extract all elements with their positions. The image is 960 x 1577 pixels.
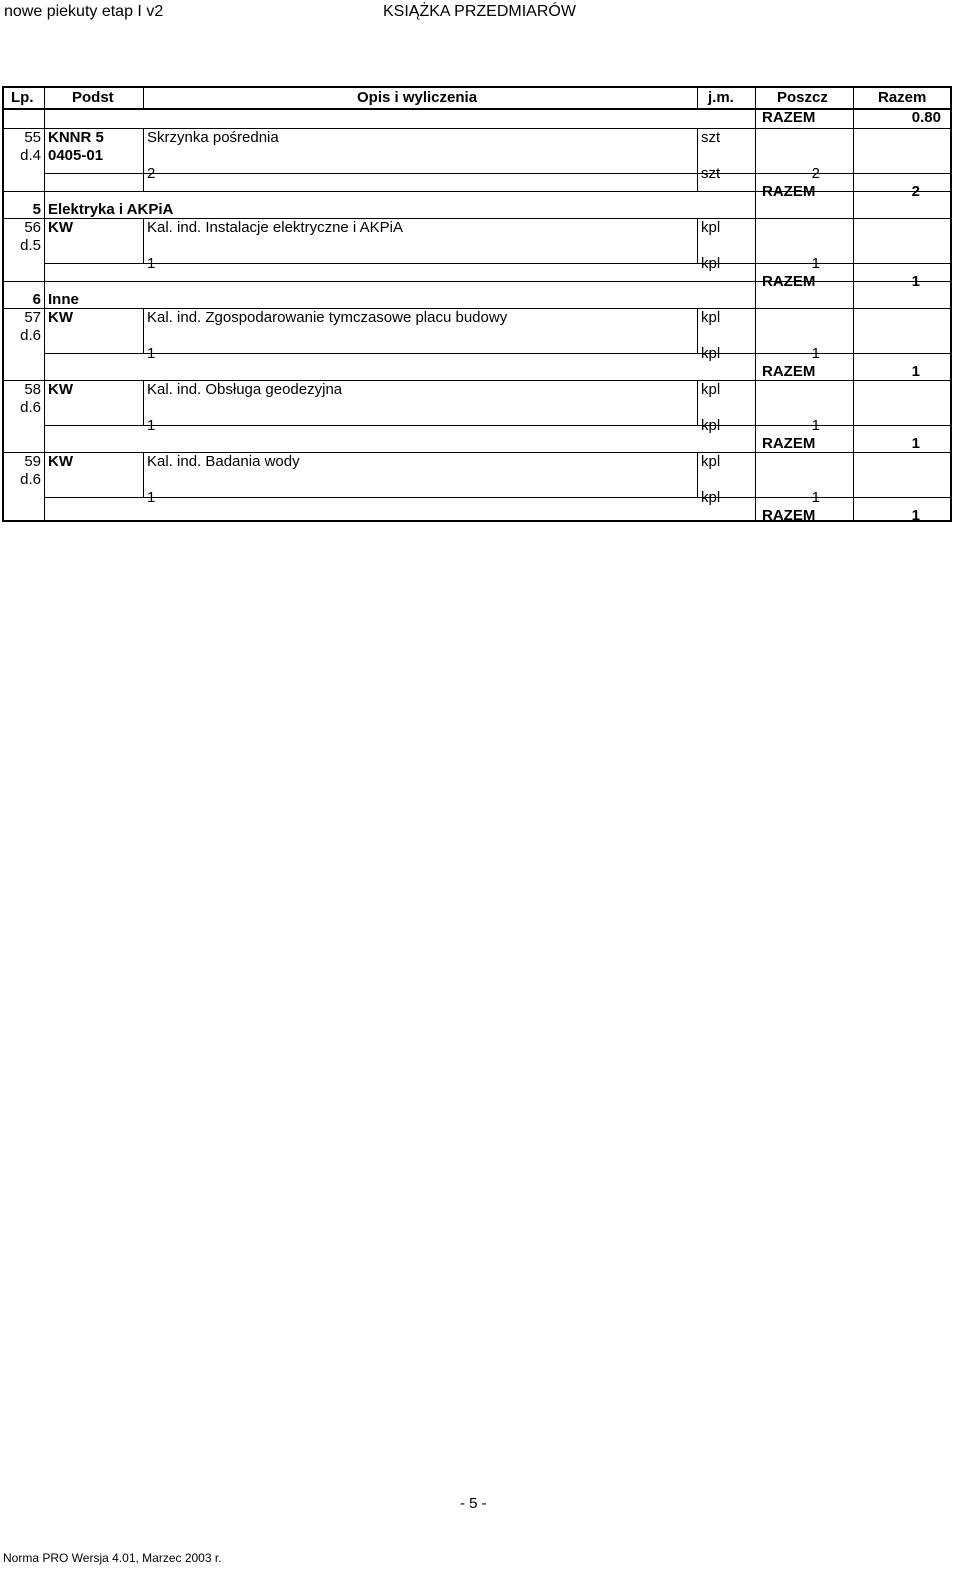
page-number: - 5 -	[460, 1495, 487, 1512]
item-opis: Skrzynka pośrednia	[147, 129, 279, 146]
item-calc-unit: kpl	[701, 489, 721, 506]
item-podst: KW	[48, 309, 73, 326]
col-sep-opis-b	[697, 128, 698, 191]
estimate-table	[2, 86, 952, 522]
section-title: Elektryka i AKPiA	[48, 201, 174, 218]
col-sep-opis-e	[697, 380, 698, 425]
col-sep-opis-d	[697, 308, 698, 353]
item-podst: KW	[48, 381, 73, 398]
col-sep-podst-d	[143, 308, 144, 353]
item-jm: kpl	[701, 309, 721, 326]
item-calc: 2	[147, 165, 156, 182]
item-poszcz: 1	[811, 345, 820, 362]
item-lp-ref: d.6	[20, 399, 41, 416]
software-footer: Norma PRO Wersja 4.01, Marzec 2003 r.	[3, 1551, 222, 1565]
item-lp: 56	[24, 219, 41, 236]
razem-label: RAZEM	[762, 273, 816, 290]
row-line	[4, 128, 950, 129]
item-calc-unit: kpl	[701, 255, 721, 272]
item-lp: 55	[24, 129, 41, 146]
item-lp-ref: d.4	[20, 147, 41, 164]
razem-value: 1	[911, 363, 920, 380]
col-sep-podst-c	[143, 218, 144, 263]
item-jm: kpl	[701, 453, 721, 470]
col-sep-podst-b	[143, 128, 144, 191]
item-lp: 57	[24, 309, 41, 326]
item-podst: KW	[48, 219, 73, 236]
item-calc: 1	[147, 489, 156, 506]
col-sep-podst-e	[143, 380, 144, 425]
col-sep-lp	[44, 88, 45, 520]
col-header-podst: Podst	[72, 89, 114, 106]
item-podst: KNNR 5	[48, 129, 104, 146]
item-poszcz: 1	[811, 489, 820, 506]
item-lp-ref: d.5	[20, 237, 41, 254]
razem-value: 2	[911, 183, 920, 200]
item-poszcz: 1	[811, 255, 820, 272]
item-podst-code: 0405-01	[48, 147, 104, 164]
item-jm: szt	[701, 129, 721, 146]
razem-value: 1	[911, 507, 920, 524]
item-opis: Kal. ind. Badania wody	[147, 453, 300, 470]
item-lp-ref: d.6	[20, 471, 41, 488]
col-sep-podst-f	[143, 452, 144, 497]
col-sep-jm	[755, 88, 756, 520]
razem-label: RAZEM	[762, 109, 816, 126]
item-calc: 1	[147, 255, 156, 272]
col-header-razem: Razem	[878, 89, 927, 106]
col-sep-poszcz	[853, 88, 854, 520]
item-calc-unit: kpl	[701, 417, 721, 434]
col-header-lp: Lp.	[11, 89, 34, 106]
col-header-jm: j.m.	[708, 89, 734, 106]
col-sep-opis-c	[697, 218, 698, 263]
item-jm: kpl	[701, 219, 721, 236]
page-header-project: nowe piekuty etap I v2	[4, 3, 164, 20]
item-jm: kpl	[701, 381, 721, 398]
item-poszcz: 2	[811, 165, 820, 182]
razem-value: 1	[911, 435, 920, 452]
item-calc: 1	[147, 345, 156, 362]
razem-value: 0.80	[911, 109, 941, 126]
item-poszcz: 1	[811, 417, 820, 434]
item-lp: 59	[24, 453, 41, 470]
col-sep-opis-f	[697, 452, 698, 497]
item-opis: Kal. ind. Obsługa geodezyjna	[147, 381, 343, 398]
item-calc-unit: kpl	[701, 345, 721, 362]
item-calc: 1	[147, 417, 156, 434]
section-number: 6	[32, 291, 41, 308]
page-header-title: KSIĄŻKA PRZEDMIARÓW	[383, 3, 576, 20]
col-header-poszcz: Poszcz	[777, 89, 828, 106]
item-calc-unit: szt	[701, 165, 721, 182]
col-sep-opis	[697, 88, 698, 108]
item-lp: 58	[24, 381, 41, 398]
item-opis: Kal. ind. Zgospodarowanie tymczasowe placu budowy	[147, 309, 508, 326]
razem-label: RAZEM	[762, 363, 816, 380]
razem-value: 1	[911, 273, 920, 290]
col-sep-podst	[143, 88, 144, 108]
razem-label: RAZEM	[762, 435, 816, 452]
section-title: Inne	[48, 291, 79, 308]
item-opis: Kal. ind. Instalacje elektryczne i AKPiA	[147, 219, 403, 236]
item-podst: KW	[48, 453, 73, 470]
item-lp-ref: d.6	[20, 327, 41, 344]
section-number: 5	[32, 201, 41, 218]
razem-label: RAZEM	[762, 507, 816, 524]
razem-label: RAZEM	[762, 183, 816, 200]
col-header-opis: Opis i wyliczenia	[357, 89, 478, 106]
